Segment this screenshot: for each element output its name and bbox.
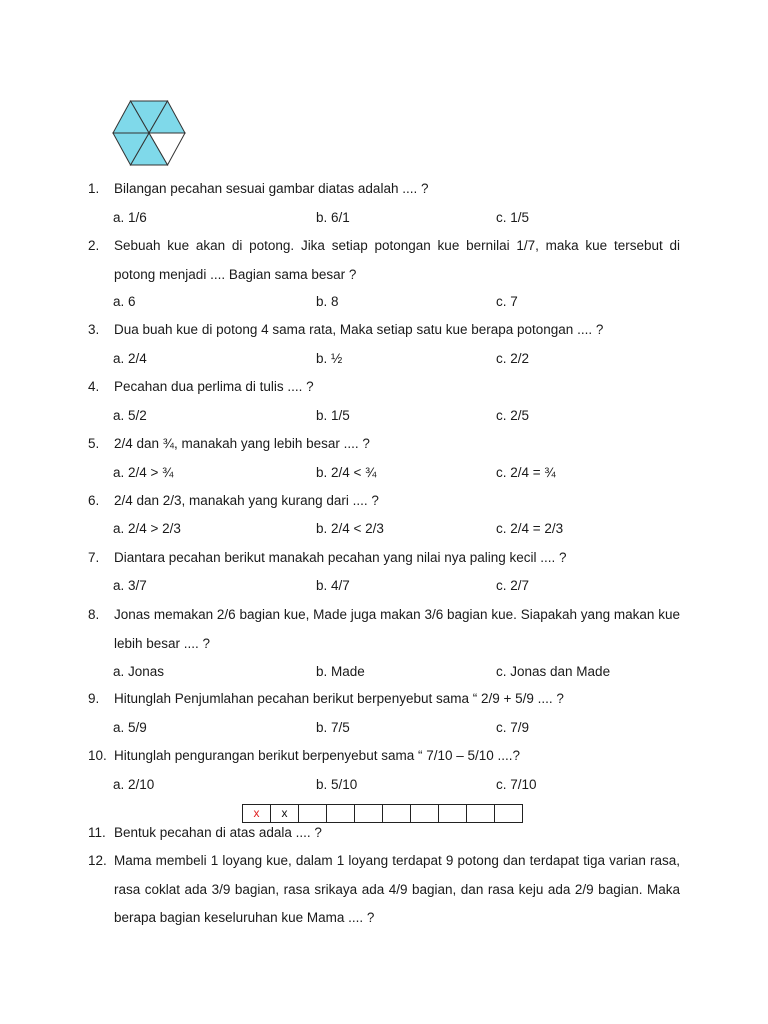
question-number: 8. — [88, 607, 100, 622]
question-number: 7. — [88, 550, 100, 565]
question-3 — [88, 316, 680, 345]
question-text: 2/4 dan 2/3, manakah yang kurang dari .... ? — [114, 493, 379, 508]
option-a[interactable]: a. 2/10 — [113, 777, 155, 792]
option-c[interactable]: c. 2/2 — [496, 351, 530, 366]
option-b[interactable]: b. 1/5 — [316, 408, 350, 423]
question-5 — [88, 430, 680, 459]
hexagon-fraction-figure — [112, 100, 186, 166]
question-text: Mama membeli 1 loyang kue, dalam 1 loyang terdapat 9 potong dan terdapat tiga varian rasa, rasa coklat ada 3/9 bagian, rasa srikaya ada 4/9 bagian, dan rasa keju ada 2/9 bagian. Maka berapa bagian keseluruhan kue Mama .... ? — [114, 853, 680, 925]
question-number: 3. — [88, 322, 100, 337]
option-a[interactable]: a. 2/4 — [113, 351, 147, 366]
question-6-options — [113, 515, 673, 543]
question-number: 6. — [88, 493, 100, 508]
option-b[interactable]: b. 8 — [316, 294, 339, 309]
question-text: 2/4 dan ¾, manakah yang lebih besar .... ? — [114, 436, 370, 451]
question-2-options — [113, 288, 673, 316]
question-2 — [88, 232, 680, 289]
question-text: Hitunglah pengurangan berikut berpenyebut sama “ 7/10 – 5/10 ....? — [114, 748, 521, 763]
option-c[interactable]: c. 2/7 — [496, 578, 530, 593]
question-8-options — [113, 658, 673, 686]
question-number: 11. — [88, 825, 106, 840]
question-4 — [88, 373, 680, 402]
option-a[interactable]: a. 3/7 — [113, 578, 147, 593]
question-text: Hitunglah Penjumlahan pecahan berikut berpenyebut sama “ 2/9 + 5/9 .... ? — [114, 691, 564, 706]
question-1 — [88, 175, 680, 204]
option-b[interactable]: b. 4/7 — [316, 578, 350, 593]
question-number: 10. — [88, 748, 107, 763]
option-b[interactable]: b. 6/1 — [316, 210, 350, 225]
option-a[interactable]: a. 6 — [113, 294, 136, 309]
option-a[interactable]: a. 1/6 — [113, 210, 147, 225]
question-text: Bilangan pecahan sesuai gambar diatas adalah .... ? — [114, 181, 429, 196]
option-a[interactable]: a. 5/2 — [113, 408, 147, 423]
option-c[interactable]: c. Jonas dan Made — [496, 664, 611, 679]
question-8 — [88, 601, 680, 658]
option-b[interactable]: b. Made — [316, 664, 365, 679]
option-a[interactable]: a. 2/4 > ¾ — [113, 465, 174, 480]
question-text: Jonas memakan 2/6 bagian kue, Made juga makan 3/6 bagian kue. Siapakah yang makan kue lebih besar .... ? — [114, 607, 680, 651]
question-number: 12. — [88, 853, 107, 868]
question-10-options — [113, 771, 673, 799]
question-text: Sebuah kue akan di potong. Jika setiap potongan kue bernilai 1/7, maka kue tersebut di potong menjadi .... Bagian sama besar ? — [114, 238, 680, 282]
grid-cell-marked: x — [271, 804, 299, 823]
option-b[interactable]: b. 7/5 — [316, 720, 350, 735]
question-6 — [88, 487, 680, 516]
option-a[interactable]: a. 5/9 — [113, 720, 147, 735]
option-b[interactable]: b. 2/4 < 2/3 — [316, 521, 384, 536]
question-9 — [88, 685, 680, 714]
question-number: 2. — [88, 238, 100, 253]
option-a[interactable]: a. 2/4 > 2/3 — [113, 521, 181, 536]
question-12 — [88, 847, 680, 933]
option-b[interactable]: b. 2/4 < ¾ — [316, 465, 377, 480]
option-c[interactable]: c. 1/5 — [496, 210, 530, 225]
question-text: Bentuk pecahan di atas adala .... ? — [114, 825, 322, 840]
question-number: 4. — [88, 379, 100, 394]
option-b[interactable]: b. 5/10 — [316, 777, 358, 792]
option-c[interactable]: c. 2/4 = 2/3 — [496, 521, 564, 536]
question-text: Dua buah kue di potong 4 sama rata, Maka setiap satu kue berapa potongan .... ? — [114, 322, 604, 337]
question-1-options — [113, 204, 673, 232]
question-number: 9. — [88, 691, 100, 706]
option-a[interactable]: a. Jonas — [113, 664, 165, 679]
question-number: 5. — [88, 436, 100, 451]
option-c[interactable]: c. 7 — [496, 294, 518, 309]
option-c[interactable]: c. 7/10 — [496, 777, 537, 792]
question-9-options — [113, 714, 673, 742]
option-c[interactable]: c. 2/4 = ¾ — [496, 465, 556, 480]
question-text: Diantara pecahan berikut manakah pecahan yang nilai nya paling kecil .... ? — [114, 550, 567, 565]
grid-cell-marked: x — [243, 804, 271, 823]
question-number: 1. — [88, 181, 100, 196]
question-10 — [88, 742, 680, 771]
option-c[interactable]: c. 2/5 — [496, 408, 530, 423]
question-4-options — [113, 402, 673, 430]
option-c[interactable]: c. 7/9 — [496, 720, 530, 735]
option-b[interactable]: b. ½ — [316, 351, 343, 366]
question-5-options — [113, 459, 673, 487]
question-7 — [88, 544, 680, 573]
question-text: Pecahan dua perlima di tulis .... ? — [114, 379, 314, 394]
question-3-options — [113, 345, 673, 373]
question-7-options — [113, 572, 673, 600]
question-11 — [88, 819, 680, 848]
